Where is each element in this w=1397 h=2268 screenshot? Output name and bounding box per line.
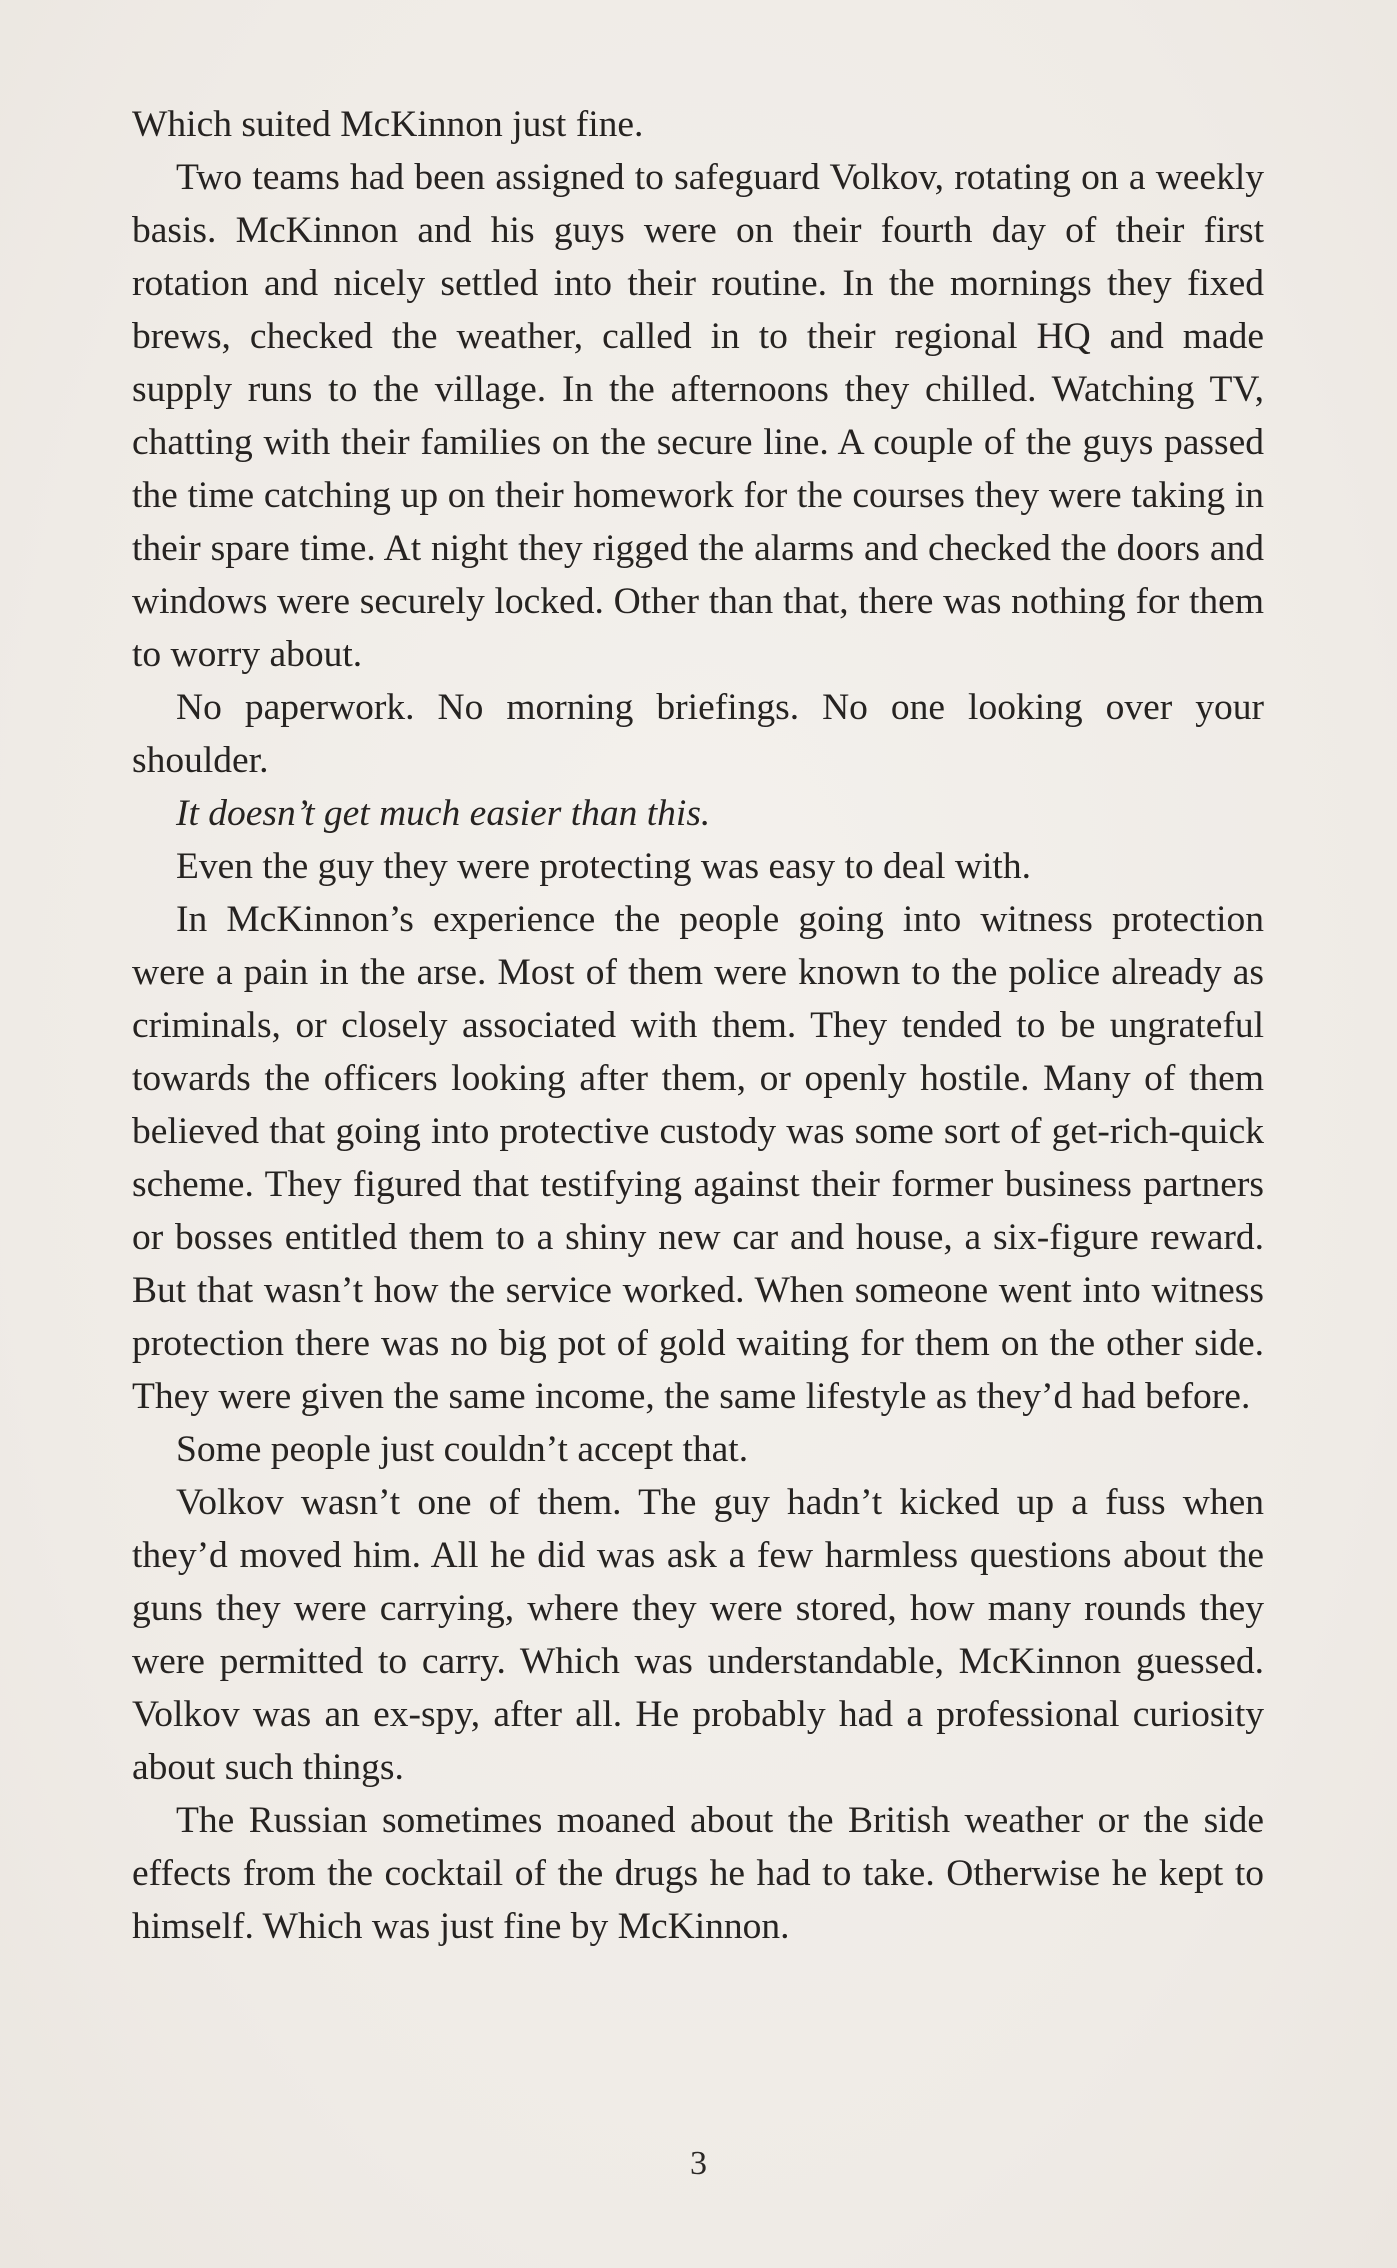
paragraph: No paperwork. No morning briefings. No one looking over your shoulder. (132, 687, 1264, 781)
paragraph: Which suited McKinnon just fine. (132, 104, 644, 145)
page-number: 3 (690, 2145, 707, 2182)
paragraph: Even the guy they were protecting was easy to deal with. (176, 846, 1031, 887)
paragraph: Volkov wasn’t one of them. The guy hadn’t kicked up a fuss when they’d moved him. All he did was ask a few harmless questions about the guns they were carrying, where they were stored, how many rounds they were permitted to carry. Which was understandable, McKinnon guessed. Volkov was an ex-spy, after all. He probably had a professional curiosity about such things. (132, 1482, 1264, 1788)
paragraph: Some people just couldn’t accept that. (176, 1429, 749, 1470)
paragraph: Two teams had been assigned to safeguard Volkov, rotating on a weekly basis. McKinnon and his guys were on their fourth day of their first rotation and nicely settled into their routine. In the mornings they fixed brews, checked the weather, called in to their regional HQ and made supply runs to the village. In the afternoons they chilled. Watching TV, chatting with their families on the secure line. A couple of the guys passed the time catching up on their homework for the courses they were taking in their spare time. At night they rigged the alarms and checked the doors and windows were securely locked. Other than that, there was nothing for them to worry about. (132, 157, 1264, 675)
paragraph: In McKinnon’s experience the people going into witness protection were a pain in the arse. Most of them were known to the police already as criminals, or closely associated with them. They tended to be ungrateful towards the officers looking after them, or openly hostile. Many of them believed that going into protective custody was some sort of get-rich-quick scheme. They figured that testifying against their former business partners or bosses entitled them to a shiny new car and house, a six-figure reward. But that wasn’t how the service worked. When someone went into witness protection there was no big pot of gold waiting for them on the other side. They were given the same income, the same lifestyle as they’d had before. (132, 899, 1264, 1417)
paragraph: The Russian sometimes moaned about the British weather or the side effects from the cocktail of the drugs he had to take. Otherwise he kept to himself. Which was just fine by McKinnon. (132, 1800, 1264, 1947)
body-text (132, 98, 1264, 1953)
italic-paragraph: It doesn’t get much easier than this. (176, 793, 711, 834)
